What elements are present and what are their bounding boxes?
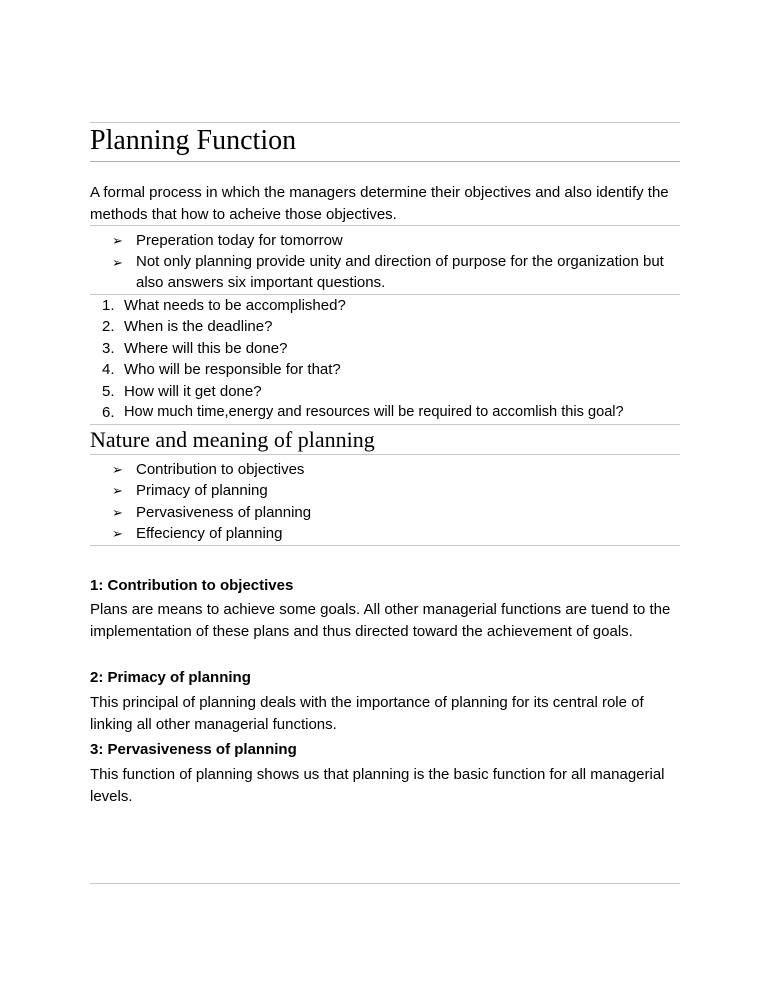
bullet-item: Pervasiveness of planning (136, 504, 312, 521)
document-page (90, 0, 680, 994)
list-number: 3. (102, 340, 115, 357)
top-rule (90, 122, 680, 123)
question-item: How will it get done? (124, 383, 262, 400)
subsection-body: This function of planning shows us that planning is the basic function for all managerial levels. (90, 766, 665, 805)
divider (90, 424, 680, 425)
bullet-item: Contribution to objectives (136, 461, 305, 478)
section-heading: Nature and meaning of planning (90, 427, 375, 452)
question-item: Where will this be done? (124, 340, 288, 357)
footer-rule (90, 883, 680, 884)
list-number: 5. (102, 383, 115, 400)
question-item: Who will be responsible for that? (124, 361, 341, 378)
bullet-arrow-icon: ➢ (112, 255, 123, 270)
page-title: Planning Function (90, 125, 297, 156)
bullet-item: Primacy of planning (136, 482, 268, 499)
subsection-body: Plans are means to achieve some goals. All other managerial functions are tuend to the implementation of these plans and thus directed toward the achievement of goals. (90, 601, 671, 640)
divider (90, 545, 680, 546)
list-number: 4. (102, 361, 115, 378)
subsection-heading: 1: Contribution to objectives (90, 577, 294, 594)
subsection-heading: 2: Primacy of planning (90, 669, 251, 686)
question-item: What needs to be accomplished? (124, 297, 346, 314)
divider (90, 454, 680, 455)
bullet-arrow-icon: ➢ (112, 233, 123, 248)
bullet-arrow-icon: ➢ (112, 505, 123, 520)
subsection-body: This principal of planning deals with the importance of planning for its central role of linking all other managerial functions. (90, 694, 644, 733)
bullet-item: Not only planning provide unity and direction of purpose for the organization but also answers six important questions. (136, 253, 664, 291)
title-underline (90, 161, 680, 162)
question-item: When is the deadline? (124, 318, 273, 335)
list-number: 6. (102, 404, 115, 421)
bullet-arrow-icon: ➢ (112, 462, 123, 477)
list-number: 2. (102, 318, 115, 335)
bullet-arrow-icon: ➢ (112, 526, 123, 541)
intro-paragraph: A formal process in which the managers determine their objectives and also identify the methods that how to acheive those objectives. (90, 184, 669, 223)
question-item: How much time,energy and resources will be required to accomlish this goal? (124, 404, 624, 420)
list-number: 1. (102, 297, 115, 314)
subsection-heading: 3: Pervasiveness of planning (90, 741, 297, 758)
bullet-arrow-icon: ➢ (112, 483, 123, 498)
bullet-item: Effeciency of planning (136, 525, 283, 542)
divider (90, 225, 680, 226)
bullet-item: Preperation today for tomorrow (136, 232, 343, 249)
